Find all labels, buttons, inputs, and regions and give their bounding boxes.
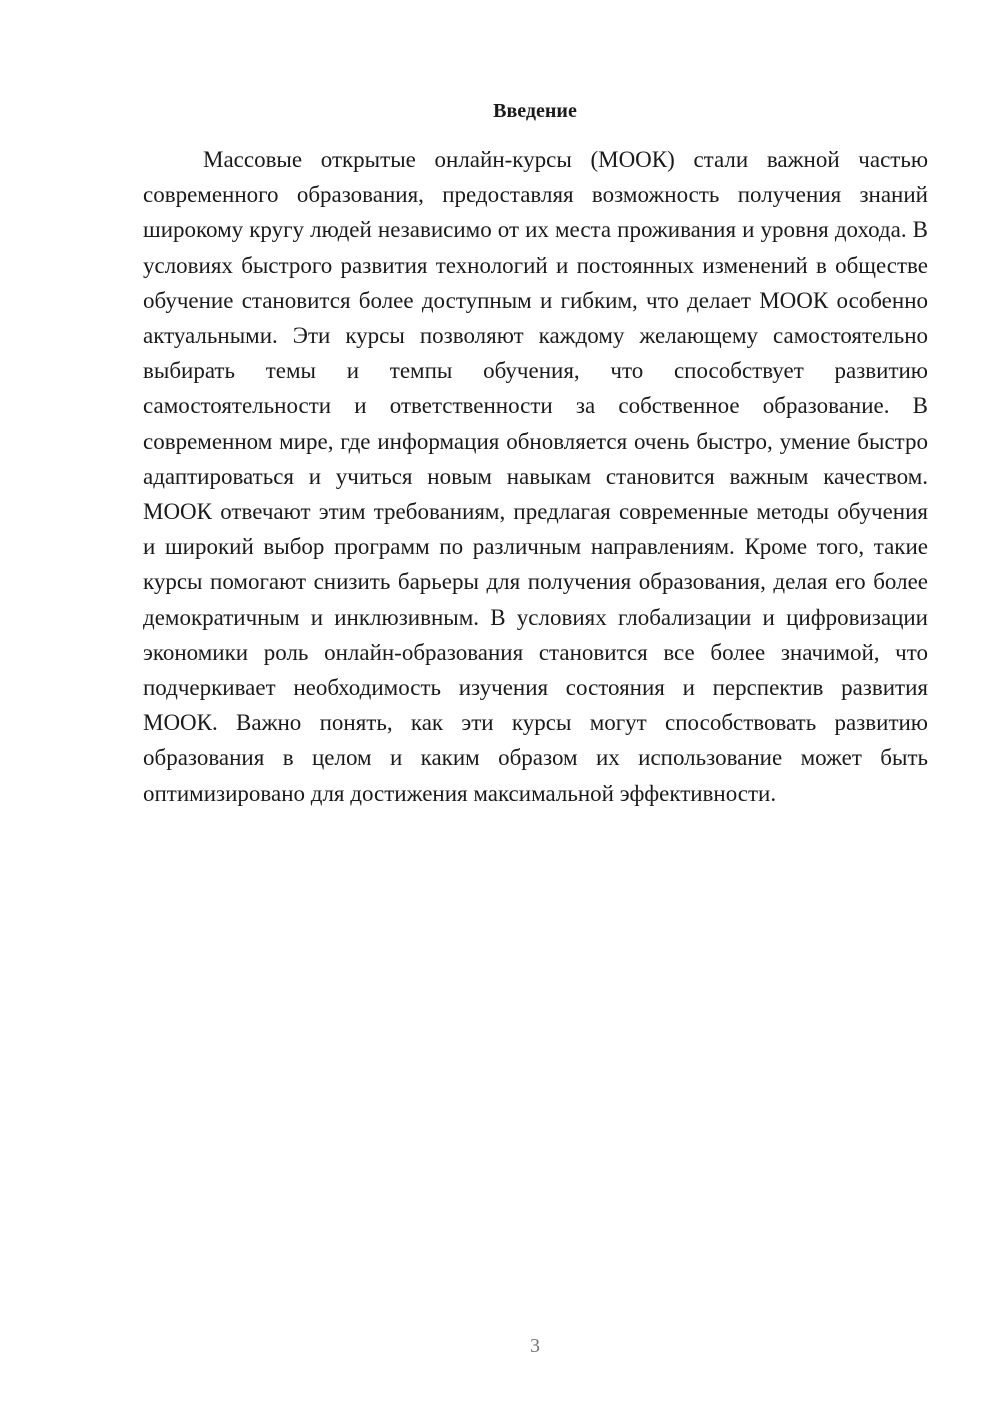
page-number: 3 [530, 1335, 540, 1357]
section-heading: Введение [493, 100, 577, 122]
body-paragraph: Массовые открытые онлайн-курсы (МООК) стали важной частью современного образования, предоставляя возможность получения знаний широкому кругу людей независимо от их места проживания и уровня дохода. В условиях быстрого развития технологий и постоянных изменений в обществе обучение становится более доступным и гибким, что делает МООК особенно актуальными. Эти курсы позволяют каждому желающему самостоятельно выбирать темы и темпы обучения, что способствует развитию самостоятельности и ответственности за собственное образование. В современном мире, где информация обновляется очень быстро, умение быстро адаптироваться и учиться новым навыкам становится важным качеством. МООК отвечают этим требованиям, предлагая современные методы обучения и широкий выбор программ по различным направлениям. Кроме того, такие курсы помогают снизить барьеры для получения образования, делая его более демократичным и инклюзивным. В условиях глобализации и цифровизации экономики роль онлайн-образования становится все более значимой, что подчеркивает необходимость изучения состояния и перспектив развития МООК. Важно понять, как эти курсы могут способствовать развитию образования в целом и каким образом их использование может быть оптимизировано для достижения максимальной эффективности. [143, 147, 928, 806]
